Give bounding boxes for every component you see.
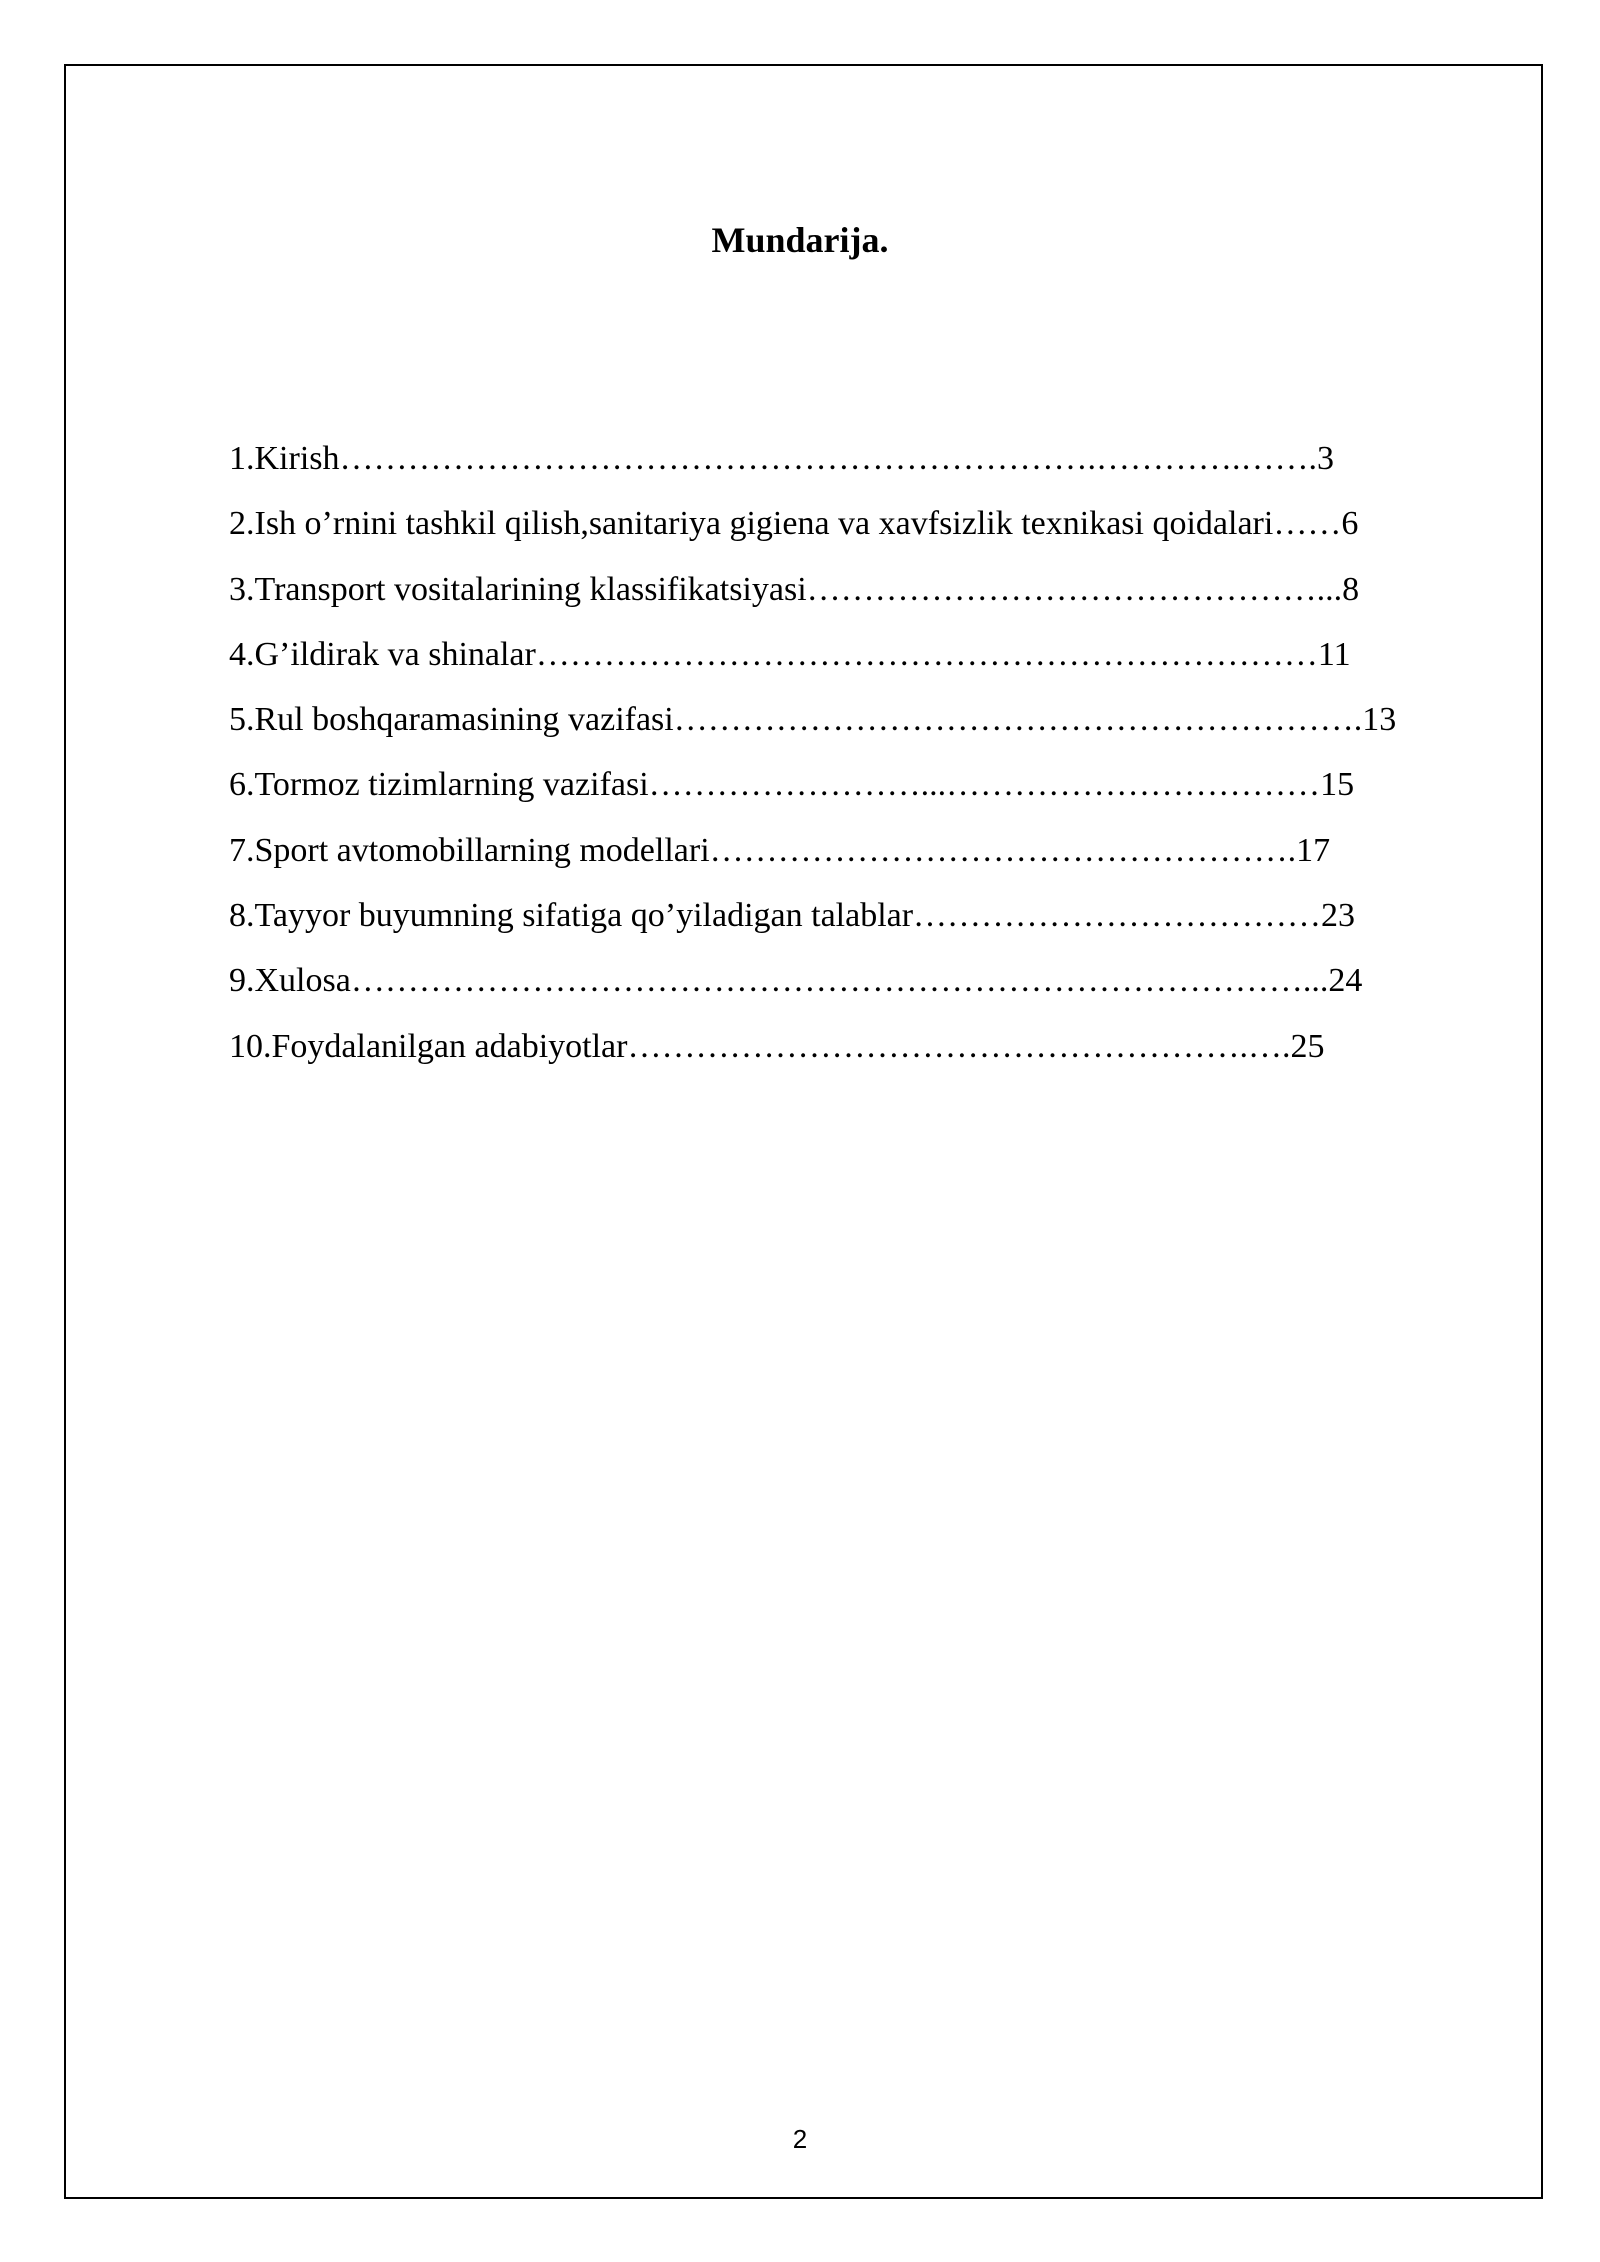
toc-entry-text: 3.Transport vositalarining klassifikatsiyasi………………………………………...8 [229, 570, 1360, 608]
toc-entry-xulosa [229, 958, 1489, 1023]
toc-entry-text: 1.Kirish………………………………………………………….………….…….3 [229, 440, 1334, 477]
toc-entry-text: 7.Sport avtomobillarning modellari…………………………………………….17 [229, 831, 1331, 869]
toc-entry-text: 2.Ish o’rnini tashkil qilish,sanitariya gigiena va xavfsizlik texnikasi qoidalari……6 [229, 505, 1359, 543]
table-of-contents [229, 436, 1489, 1089]
toc-entry-text: 8.Tayyor buyumning sifatiga qo’yiladigan talablar………………………………23 [229, 897, 1356, 935]
toc-entry-adabiyotlar [229, 1024, 1489, 1089]
toc-entry-gildirak-shinalar [229, 632, 1489, 697]
toc-entry-text: 5.Rul boshqaramasining vazifasi…………………………………………………….13 [229, 701, 1397, 739]
toc-entry-text: 9.Xulosa…………………………………………………………………………...24 [229, 962, 1363, 1000]
page-number: 2 [792, 2124, 808, 2154]
toc-entry-ish-ornini-tashkil [229, 501, 1489, 566]
page-border [64, 64, 1543, 2199]
toc-entry-rul-boshqaramasi [229, 697, 1489, 762]
toc-entry-text: 4.G’ildirak va shinalar……………………………………………………………11 [229, 635, 1351, 673]
toc-entry-sport-avtomobillar [229, 828, 1489, 893]
page-title: Mundarija. [711, 220, 889, 260]
toc-entry-tayyor-buyum [229, 893, 1489, 958]
toc-entry-text: 10.Foydalanilgan adabiyotlar……………………………………………….….25 [229, 1027, 1325, 1065]
toc-entry-kirish [229, 436, 1489, 501]
toc-entry-transport-vositalari [229, 567, 1489, 632]
toc-entry-text: 6.Tormoz tizimlarning vazifasi……………………...……………………………15 [229, 766, 1355, 804]
toc-entry-tormoz-tizimlari [229, 762, 1489, 827]
